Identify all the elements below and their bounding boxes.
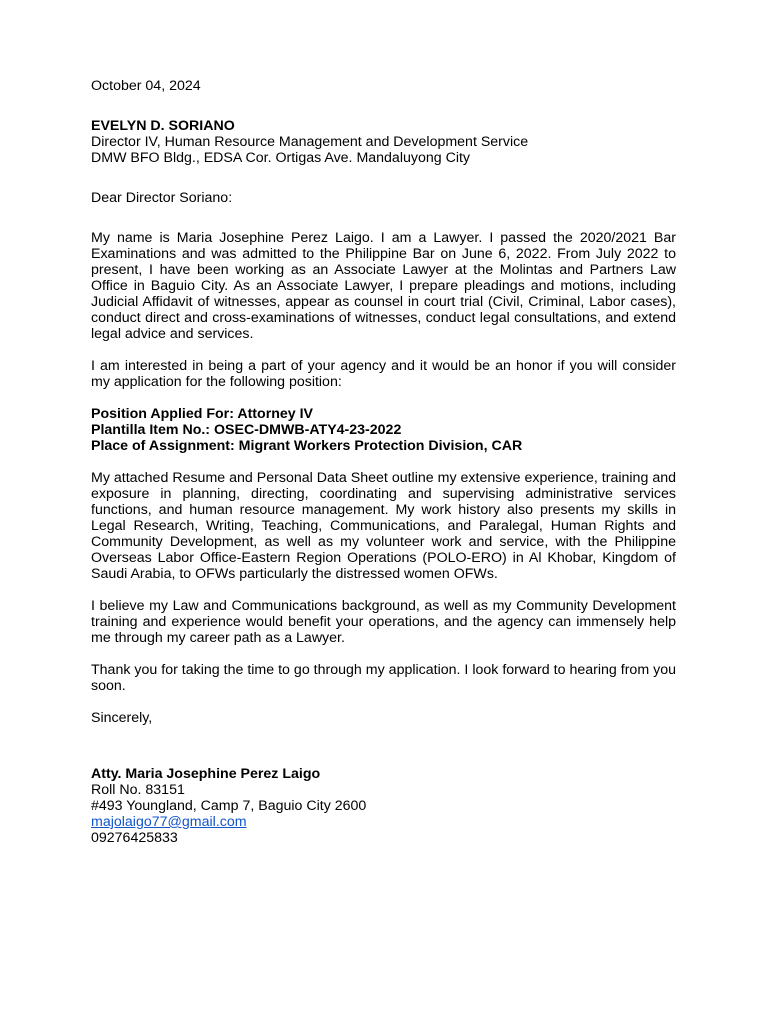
phone-number: 09276425833 bbox=[91, 830, 178, 846]
recipient-block bbox=[91, 118, 676, 166]
position-block bbox=[91, 406, 676, 454]
spacer bbox=[91, 454, 676, 470]
spacer bbox=[91, 342, 676, 358]
letter-page bbox=[91, 78, 676, 846]
body-paragraph-intro: My name is Maria Josephine Perez Laigo. I am a Lawyer. I passed the 2020/2021 Bar Examinations and was admitted to the Philippine Bar on June 6, 2022. From July 2022 to present, I have been working as an Associate Lawyer at the Molintas and Partners Law Office in Baguio City. As an Associate Lawyer, I prepare pleadings and motions, including Judicial Affidavit of witnesses, appear as counsel in court trial (Civil, Criminal, Labor cases), conduct direct and cross-examinations of witnesses, conduct legal consultations, and extend legal advice and services. bbox=[91, 230, 676, 342]
spacer bbox=[91, 694, 676, 710]
spacer bbox=[91, 166, 676, 190]
closing: Sincerely, bbox=[91, 710, 153, 726]
roll-number: Roll No. 83151 bbox=[91, 782, 185, 798]
salutation: Dear Director Soriano: bbox=[91, 190, 233, 206]
spacer bbox=[91, 582, 676, 598]
letter-date: October 04, 2024 bbox=[91, 78, 201, 94]
email-link[interactable]: majolaigo77@gmail.com bbox=[91, 814, 247, 830]
recipient-title: Director IV, Human Resource Management and Development Service bbox=[91, 134, 529, 150]
signature-block bbox=[91, 766, 676, 846]
place-of-assignment: Place of Assignment: Migrant Workers Protection Division, CAR bbox=[91, 438, 523, 454]
body-paragraph-interest: I am interested in being a part of your agency and it would be an honor if you will consider my application for the following position: bbox=[91, 358, 676, 390]
spacer bbox=[91, 726, 676, 750]
signatory-name: Atty. Maria Josephine Perez Laigo bbox=[91, 766, 321, 782]
spacer bbox=[91, 390, 676, 406]
spacer bbox=[91, 750, 676, 766]
plantilla-item: Plantilla Item No.: OSEC-DMWB-ATY4-23-2022 bbox=[91, 422, 402, 438]
recipient-name: EVELYN D. SORIANO bbox=[91, 118, 235, 134]
body-paragraph-thanks: Thank you for taking the time to go through my application. I look forward to hearing from you soon. bbox=[91, 662, 676, 694]
spacer bbox=[91, 94, 676, 118]
spacer bbox=[91, 646, 676, 662]
signatory-address: #493 Youngland, Camp 7, Baguio City 2600 bbox=[91, 798, 367, 814]
body-paragraph-background: I believe my Law and Communications background, as well as my Community Development training and experience would benefit your operations, and the agency can immensely help me through my career path as a Lawyer. bbox=[91, 598, 676, 646]
position-applied-for: Position Applied For: Attorney IV bbox=[91, 406, 314, 422]
body-paragraph-experience: My attached Resume and Personal Data Sheet outline my extensive experience, training and exposure in planning, directing, coordinating and supervising administrative services functions, and human resource management. My work history also presents my skills in Legal Research, Writing, Teaching, Communications, and Paralegal, Human Rights and Community Development, as well as my volunteer work and service, with the Philippine Overseas Labor Office-Eastern Region Operations (POLO-ERO) in Al Khobar, Kingdom of Saudi Arabia, to OFWs particularly the distressed women OFWs. bbox=[91, 470, 676, 582]
spacer bbox=[91, 206, 676, 230]
recipient-address: DMW BFO Bldg., EDSA Cor. Ortigas Ave. Mandaluyong City bbox=[91, 150, 471, 166]
